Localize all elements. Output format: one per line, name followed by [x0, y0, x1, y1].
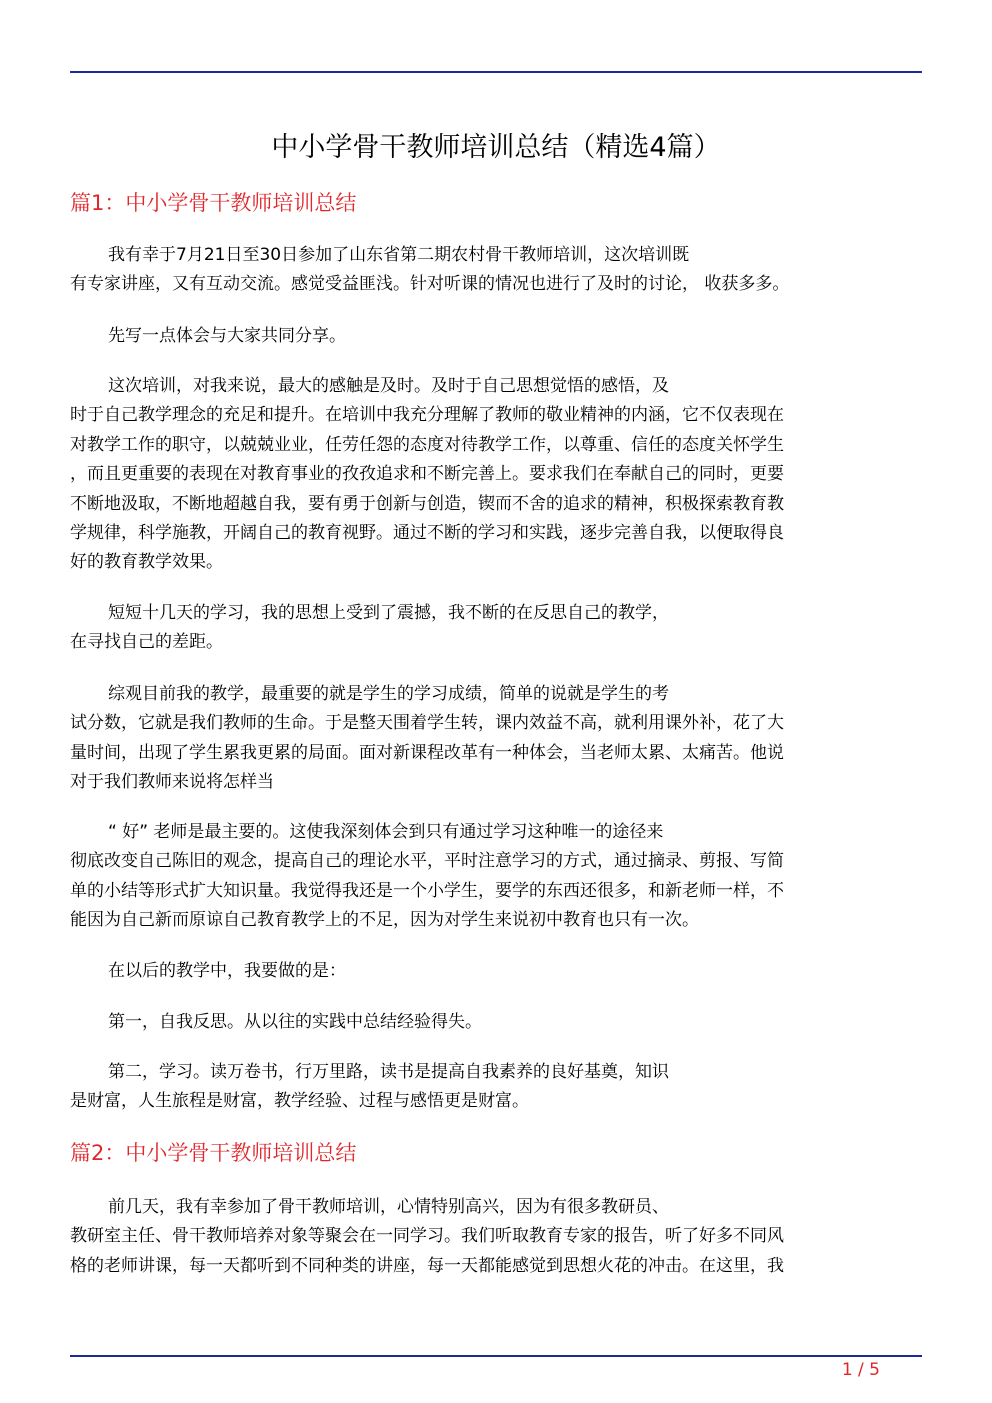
section-1-paragraph-8 — [70, 1008, 922, 1037]
section-2-heading: 篇2：中小学骨干教师培训总结 — [70, 1141, 357, 1165]
section-1-heading: 篇1：中小学骨干教师培训总结 — [70, 191, 357, 215]
document-title: 中小学骨干教师培训总结（精选4篇） — [271, 132, 721, 163]
text-line: 前几天，我有幸参加了骨干教师培训，心情特别高兴，因为有很多教研员、 — [108, 1197, 669, 1217]
section-1-paragraph-6 — [70, 818, 922, 936]
text-line: 综观目前我的教学，最重要的就是学生的学习成绩，简单的说就是学生的考 — [108, 684, 669, 704]
text-line: 能因为自己新而原谅自己教育教学上的不足，因为对学生来说初中教育也只有一次。 — [70, 910, 699, 931]
text-line: 量时间，出现了学生累我更累的局面。面对新课程改革有一种体会，当老师太累、太痛苦。他说 — [70, 742, 784, 763]
text-line: 试分数，它就是我们教师的生命。于是整天围着学生转，课内效益不高，就利用课外补，花了大 — [70, 713, 784, 734]
section-1-paragraph-5 — [70, 680, 922, 798]
text-line: 先写一点体会与大家共同分享。 — [108, 326, 346, 346]
header-rule — [70, 71, 922, 73]
text-line: ，而且更重要的表现在对教育事业的孜孜追求和不断完善上。要求我们在奉献自己的同时，更要 — [70, 464, 784, 485]
text-line: “ 好” 老师是最主要的。这使我深刻体会到只有通过学习这种唯一的途径来 — [108, 822, 664, 842]
section-1-paragraph-2 — [70, 322, 922, 351]
text-line: 是财富，人生旅程是财富，教学经验、过程与感悟更是财富。 — [70, 1091, 529, 1112]
text-line: 有专家讲座，又有互动交流。感觉受益匪浅。针对听课的情况也进行了及时的讨论， 收获多多。 — [70, 274, 790, 295]
text-line: 在以后的教学中，我要做的是： — [108, 961, 346, 981]
section-1-paragraph-4 — [70, 599, 922, 658]
text-line: 第二，学习。读万卷书，行万里路，读书是提高自我素养的良好基奠，知识 — [108, 1062, 669, 1082]
text-line: 教研室主任、骨干教师培养对象等聚会在一同学习。我们听取教育专家的报告，听了好多不同风 — [70, 1226, 784, 1247]
text-line: 格的老师讲课，每一天都听到不同种类的讲座，每一天都能感觉到思想火花的冲击。在这里，我 — [70, 1255, 784, 1276]
text-line: 第一，自我反思。从以往的实践中总结经验得失。 — [108, 1012, 482, 1032]
section-1-paragraph-9 — [70, 1058, 922, 1117]
text-line: 这次培训，对我来说，最大的感触是及时。及时于自己思想觉悟的感悟，及 — [108, 376, 669, 396]
text-line: 单的小结等形式扩大知识量。我觉得我还是一个小学生，要学的东西还很多，和新老师一样，不 — [70, 880, 784, 901]
text-line: 彻底改变自己陈旧的观念，提高自己的理论水平，平时注意学习的方式，通过摘录、剪报、写简 — [70, 851, 784, 872]
text-line: 短短十几天的学习，我的思想上受到了震撼，我不断的在反思自己的教学， — [108, 603, 669, 623]
text-line: 时于自己教学理念的充足和提升。在培训中我充分理解了教师的敬业精神的内涵，它不仅表现在 — [70, 405, 784, 426]
text-line: 不断地汲取，不断地超越自我，要有勇于创新与创造，锲而不舍的追求的精神，积极探索教育教 — [70, 493, 784, 514]
text-line: 在寻找自己的差距。 — [70, 632, 223, 653]
section-2-paragraph-1 — [70, 1193, 922, 1281]
text-line: 好的教育教学效果。 — [70, 552, 223, 573]
section-1-paragraph-7 — [70, 957, 922, 986]
text-line: 我有幸于7月21日至30日参加了山东省第二期农村骨干教师培训，这次培训既 — [108, 245, 690, 265]
text-line: 对教学工作的职守，以兢兢业业，任劳任怨的态度对待教学工作，以尊重、信任的态度关怀学生 — [70, 434, 784, 455]
section-1-paragraph-1 — [70, 241, 922, 300]
footer-rule — [70, 1355, 922, 1357]
section-1-paragraph-3 — [70, 372, 922, 578]
text-line: 学规律，科学施教，开阔自己的教育视野。通过不断的学习和实践，逐步完善自我，以便取得良 — [70, 522, 784, 543]
page-indicator: 1 / 5 — [841, 1360, 880, 1380]
text-line: 对于我们教师来说将怎样当 — [70, 772, 274, 793]
